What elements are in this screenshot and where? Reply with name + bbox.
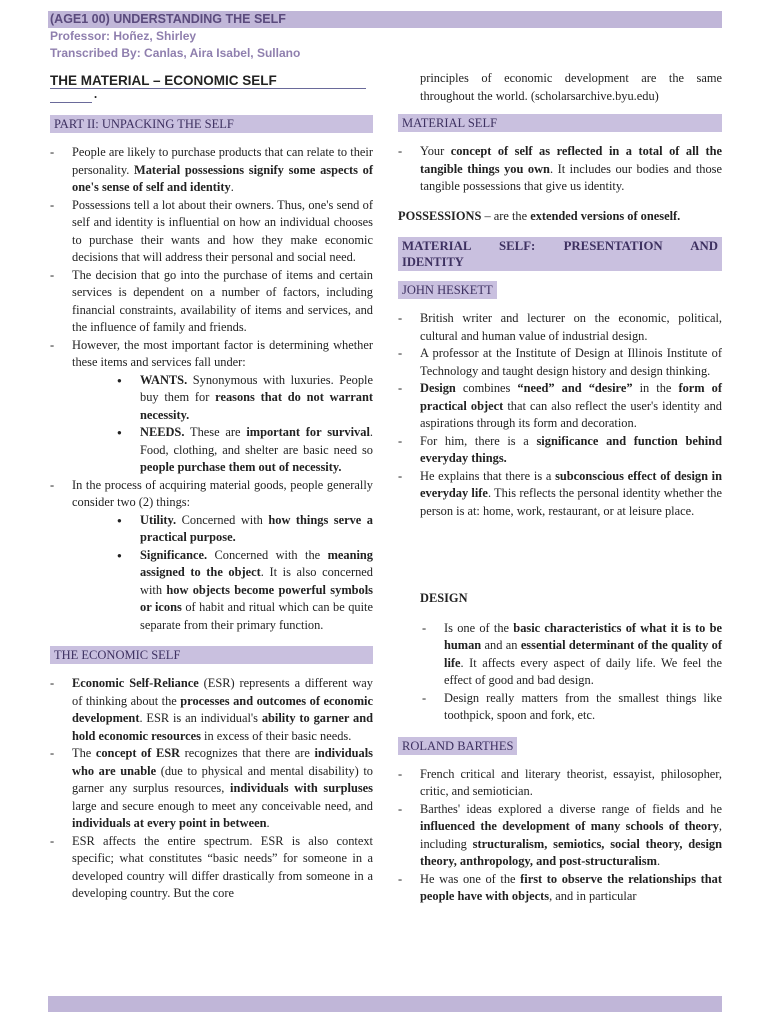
- section-heading-part2: PART II: UNPACKING THE SELF: [50, 115, 373, 133]
- utility-significance-list: [72, 512, 373, 635]
- list-item: - In the process of acquiring material goods, people generally consider two (2) things: ● Utility. Concerned with how things serve a practical purpose. ● Significance. Concerned with the meaning assigned to the object. It is also concerned with how objects become powerful symbols or icons of habit and ritual which can be quite separate from their primary function.: [50, 477, 373, 635]
- list-item: - People are likely to purchase products that can relate to their personality. Material possessions signify some aspects of one's sense of self and identity.: [50, 144, 373, 197]
- list-item: - A professor at the Institute of Design at Illinois Institute of Technology and taught design history and design thinking.: [398, 345, 722, 380]
- list-item: - However, the most important factor is determining whether these items and services fall under: ● WANTS. Synonymous with luxuries. People buy them for reasons that do not warrant necessity. ● NEEDS. These are important for survival. Food, clothing, and shelter are basic need so people purchase them out of necessity.: [50, 337, 373, 477]
- list-item: - For him, there is a significance and function behind everyday things.: [398, 433, 722, 468]
- left-column: [50, 70, 373, 903]
- list-item: - British writer and lecturer on the economic, political, cultural and human value of industrial design.: [398, 310, 722, 345]
- section-heading-economic-self: THE ECONOMIC SELF: [50, 646, 373, 664]
- bullet-wants: ● WANTS. Synonymous with luxuries. People buy them for reasons that do not warrant necessity.: [117, 372, 373, 425]
- section-heading-presentation-identity: [398, 237, 722, 271]
- list-item: - He was one of the first to observe the relationships that people have with objects, and in particular: [398, 871, 722, 906]
- list-item: - French critical and literary theorist, essayist, philosopher, critic, and semiotician.: [398, 766, 722, 801]
- list-item: - He explains that there is a subconscious effect of design in everyday life. This reflects the personal identity whether the person is at: home, work, restaurant, or at leisure place.: [398, 468, 722, 521]
- bullet-significance: ● Significance. Concerned with the meaning assigned to the object. It is also concerned with how objects become powerful symbols or icons of habit and ritual which can be quite separate from their primary function.: [117, 547, 373, 635]
- document-title: THE MATERIAL – ECONOMIC SELF: [50, 73, 277, 88]
- transcriber-line: Transcribed By: Canlas, Aira Isabel, Sullano: [50, 46, 301, 60]
- design-list: [398, 620, 722, 725]
- professor-line: Professor: Hoñez, Shirley: [50, 29, 197, 43]
- title-dot-underline: [50, 102, 92, 103]
- possessions-definition: POSSESSIONS – are the extended versions of oneself.: [398, 208, 681, 223]
- list-item: - Design really matters from the smallest things like toothpick, spoon and fork, etc.: [422, 690, 722, 725]
- list-item: - Barthes' ideas explored a diverse range of fields and he influenced the development of many schools of theory, including structuralism, semiotics, social theory, design theory, anthropology, and post-structuralism.: [398, 801, 722, 871]
- part2-list: [50, 144, 373, 634]
- title-dot: .: [94, 87, 98, 101]
- design-subheading: DESIGN: [420, 591, 468, 605]
- continued-paragraph: principles of economic development are the same throughout the world. (scholarsarchive.byu.edu): [420, 71, 722, 103]
- section-heading-material-self: MATERIAL SELF: [398, 114, 722, 132]
- course-title: (AGE1 00) UNDERSTANDING THE SELF: [50, 12, 286, 26]
- list-item: - The decision that go into the purchase of items and certain services is dependent on a number of factors, including financial constraints, availability of items and services, and the influence of family and friends.: [50, 267, 373, 337]
- heading-line-2: IDENTITY: [402, 255, 464, 269]
- list-item: - The concept of ESR recognizes that there are individuals who are unable (due to physical and mental disability) to garner any surplus resources, individuals with surpluses large and secure enough to meet any conceivable need, and individuals at every point in between.: [50, 745, 373, 833]
- list-item: - Your concept of self as reflected in a total of all the tangible things you own. It includes our bodies and those tangible possessions that give us identity.: [398, 143, 722, 196]
- heskett-list: [398, 310, 722, 520]
- footer-bar: [48, 996, 722, 1012]
- barthes-list: [398, 766, 722, 906]
- wants-needs-list: [72, 372, 373, 477]
- section-heading-roland-barthes: ROLAND BARTHES: [398, 737, 517, 755]
- bullet-needs: ● NEEDS. These are important for survival. Food, clothing, and shelter are basic need so people purchase them out of necessity.: [117, 424, 373, 477]
- heading-line-1: MATERIAL SELF: PRESENTATION AND: [402, 239, 718, 253]
- list-item: - Design combines “need” and “desire” in the form of practical object that can also reflect the user's identity and aspirations through its form and decoration.: [398, 380, 722, 433]
- list-item: - ESR affects the entire spectrum. ESR is also context specific; what constitutes “basic needs” for someone in a developed country will differ drastically from someone in a developing country. But the core: [50, 833, 373, 903]
- economic-self-list: [50, 675, 373, 903]
- bullet-utility: ● Utility. Concerned with how things serve a practical purpose.: [117, 512, 373, 547]
- right-column: [398, 70, 722, 906]
- material-self-list: [398, 143, 722, 196]
- list-item: - Possessions tell a lot about their owners. Thus, one's send of self and identity is influential on how an individual chooses to purchase their wants and how they make economic decisions that will address their personal and social need.: [50, 197, 373, 267]
- list-item: - Economic Self-Reliance (ESR) represents a different way of thinking about the processes and outcomes of economic development. ESR is an individual's ability to garner and hold economic resources in excess of their basic needs.: [50, 675, 373, 745]
- section-heading-john-heskett: JOHN HESKETT: [398, 281, 497, 299]
- list-item: - Is one of the basic characteristics of what it is to be human and an essential determinant of the quality of life. It affects every aspect of daily life. We feel the effect of good and bad design.: [422, 620, 722, 690]
